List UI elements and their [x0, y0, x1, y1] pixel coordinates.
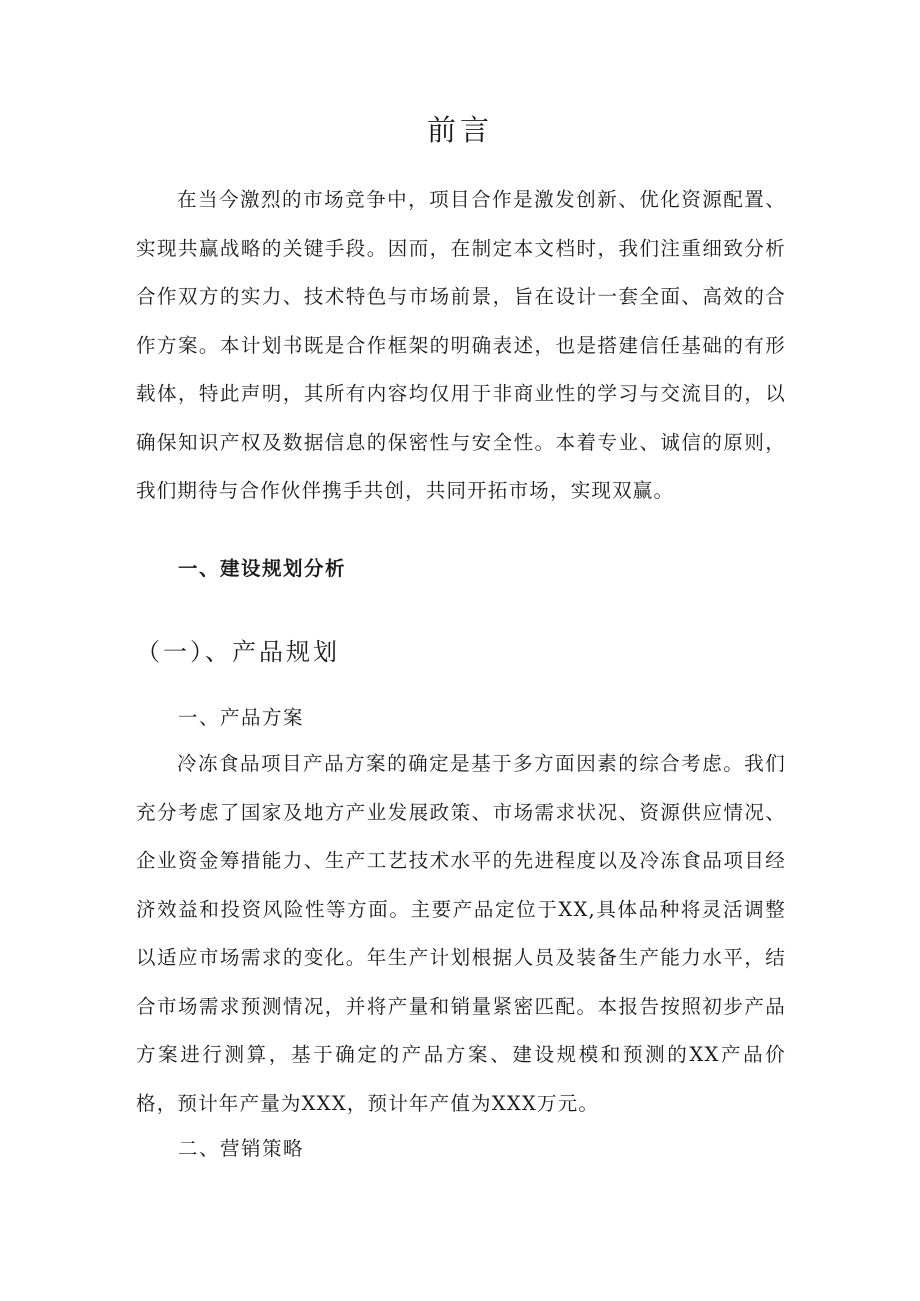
item-heading-product-plan: 一、产品方案 — [178, 706, 305, 729]
document-title: 前言 — [426, 113, 493, 147]
preface-paragraph: 在当今激烈的市场竞争中，项目合作是激发创新、优化资源配置、实现共赢战略的关键手段。因而，在制定本文档时，我们注重细致分析合作双方的实力、技术特色与市场前景，旨在设计一套全面、高效的合作方案。本计划书既是合作框架的明确表述，也是搭建信任基础的有形载体，特此声明，其所有内容均仅用于非商业性的学习与交流目的，以确保知识产权及数据信息的保密性与安全性。本着专业、诚信的原则，我们期待与合作伙伴携手共创，共同开拓市场，实现双赢。 — [136, 188, 786, 502]
subsection-heading-product-planning: （一）、产品规划 — [136, 638, 340, 666]
section-heading-construction-planning: 一、建设规划分析 — [178, 557, 347, 580]
product-plan-paragraph: 冷冻食品项目产品方案的确定是基于多方面因素的综合考虑。我们充分考虑了国家及地方产业发展政策、市场需求状况、资源供应情况、企业资金筹措能力、生产工艺技术水平的先进程度以及冷冻食品项目经济效益和投资风险性等方面。主要产品定位于XX,具体品种将灵活调整以适应市场需求的变化。年生产计划根据人员及装备生产能力水平，结合市场需求预测情况，并将产量和销量紧密匹配。本报告按照初步产品方案进行测算，基于确定的产品方案、建设规模和预测的XX产品价格，预计年产量为XXX，预计年产值为XXX万元。 — [136, 752, 786, 1115]
item-heading-marketing-strategy: 二、营销策略 — [178, 1137, 305, 1160]
